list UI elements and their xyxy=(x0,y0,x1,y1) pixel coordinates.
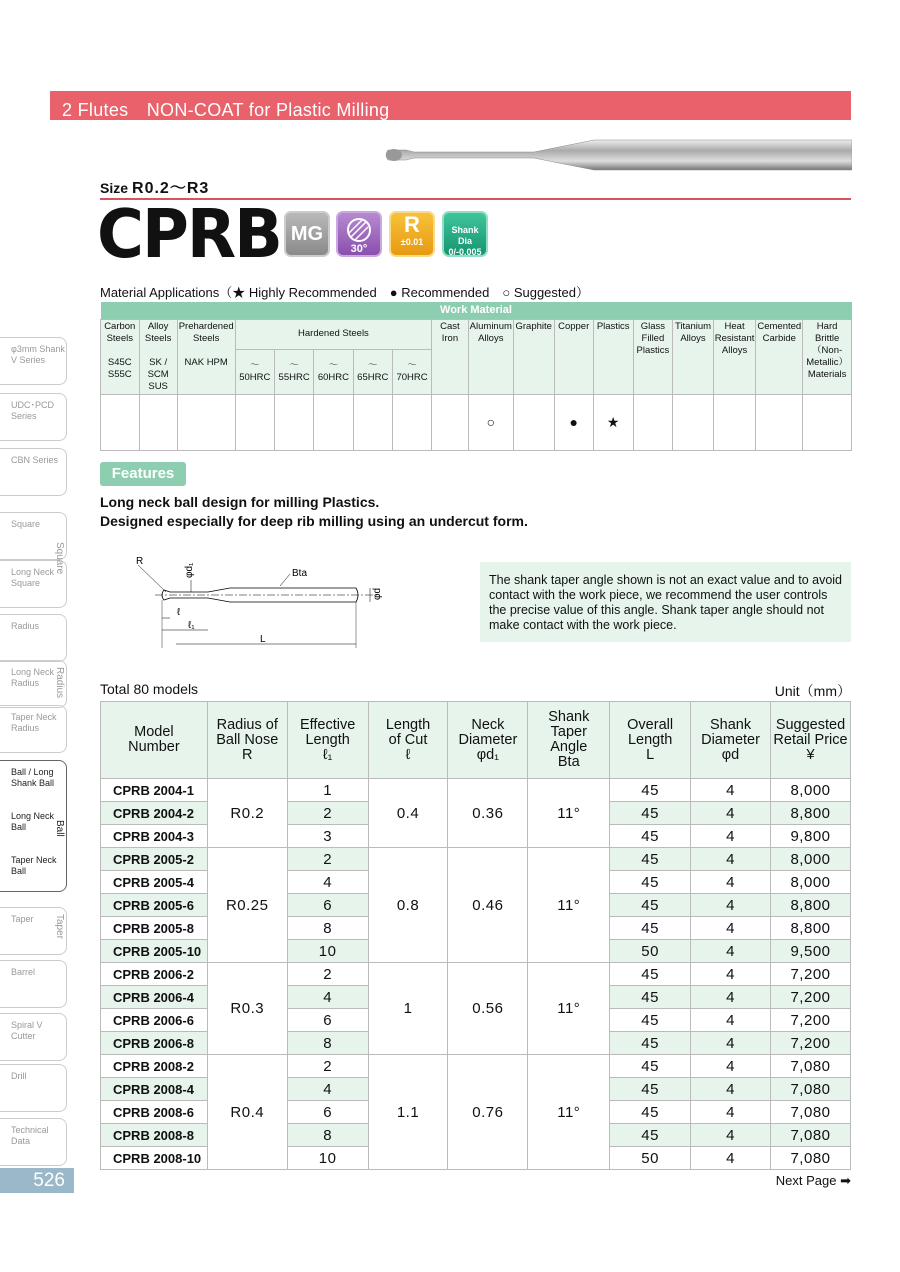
ball-radius: R0.25 xyxy=(207,848,287,963)
header-line: Effective xyxy=(299,716,356,733)
header-line: R xyxy=(241,746,253,763)
page-number: 526 xyxy=(0,1168,74,1193)
header-radius xyxy=(207,702,287,779)
banner-title: 2 Flutes NON-COAT for Plastic Milling xyxy=(62,100,390,120)
model-number: CPRB 2008-10 xyxy=(101,1147,208,1170)
header-taper xyxy=(528,702,610,779)
shank-diameter: 4 xyxy=(691,848,771,871)
side-tab[interactable]: Barrel xyxy=(0,960,67,1008)
header-line: Overall xyxy=(627,716,674,733)
header-line: Diameter xyxy=(701,731,760,748)
table-row xyxy=(101,963,851,986)
overall-length: 45 xyxy=(610,848,691,871)
table-row xyxy=(101,848,851,871)
retail-price: 7,080 xyxy=(770,1055,850,1078)
retail-price: 8,000 xyxy=(770,848,850,871)
header-line: ℓ xyxy=(405,746,411,763)
plastics-mark: ★ xyxy=(593,394,633,450)
side-tab[interactable]: Square xyxy=(0,512,67,560)
retail-price: 8,800 xyxy=(770,894,850,917)
shank-taper-angle: 11° xyxy=(528,1055,610,1170)
header-line: Bta xyxy=(557,754,580,770)
effective-length: 6 xyxy=(287,894,368,917)
effective-length: 4 xyxy=(287,871,368,894)
shank-diameter: 4 xyxy=(691,940,771,963)
shank-diameter: 4 xyxy=(691,871,771,894)
length-of-cut: 0.8 xyxy=(368,848,448,963)
model-table xyxy=(100,701,851,1170)
side-tab[interactable]: Spiral V Cutter xyxy=(0,1013,67,1061)
overall-length: 45 xyxy=(610,1032,691,1055)
copper-mark: ● xyxy=(554,394,593,450)
tool-dimension-diagram xyxy=(130,550,390,650)
shank-diameter: 4 xyxy=(691,917,771,940)
side-vertical-square: Square xyxy=(54,542,65,575)
shank-taper-angle: 11° xyxy=(528,779,610,848)
header-line: Radius of xyxy=(216,716,278,733)
header-line: Neck xyxy=(471,716,505,733)
overall-length: 45 xyxy=(610,1055,691,1078)
side-tab[interactable]: UDC･PCD Series xyxy=(0,393,67,441)
svg-text:L: L xyxy=(260,634,266,645)
length-of-cut: 1.1 xyxy=(368,1055,448,1170)
svg-text:ℓ₁: ℓ₁ xyxy=(188,620,195,631)
header-line: Length xyxy=(385,716,431,733)
size-range: Size R0.2～R3 xyxy=(100,180,210,197)
shank-diameter: 4 xyxy=(691,1101,771,1124)
retail-price: 7,080 xyxy=(770,1101,850,1124)
shank-taper-angle: 11° xyxy=(528,963,610,1055)
shank-diameter: 4 xyxy=(691,1147,771,1170)
model-number: CPRB 2006-2 xyxy=(101,963,208,986)
shank-diameter: 4 xyxy=(691,1055,771,1078)
side-tab[interactable]: φ3mm Shank V Series xyxy=(0,337,67,385)
header-line: Suggested xyxy=(775,716,846,733)
shank-dia-badge: Shank Dia 0/-0.005 xyxy=(442,211,488,257)
ball-radius: R0.2 xyxy=(207,779,287,848)
side-tab[interactable]: CBN Series xyxy=(0,448,67,496)
model-number: CPRB 2005-4 xyxy=(101,871,208,894)
table-row xyxy=(101,1055,851,1078)
overall-length: 45 xyxy=(610,871,691,894)
header-neck xyxy=(448,702,528,779)
header-line: ¥ xyxy=(806,746,815,763)
shank-diameter: 4 xyxy=(691,1124,771,1147)
header-eff xyxy=(287,702,368,779)
header-line: Ball Nose xyxy=(216,731,279,748)
header-overall xyxy=(610,702,691,779)
ball-radius: R0.4 xyxy=(207,1055,287,1170)
shank-diameter: 4 xyxy=(691,825,771,848)
overall-length: 45 xyxy=(610,963,691,986)
shank-taper-angle: 11° xyxy=(528,848,610,963)
side-tab-label: Ball / Long Shank Ball xyxy=(11,767,55,788)
model-number: CPRB 2005-2 xyxy=(101,848,208,871)
side-tab[interactable]: Technical Data xyxy=(0,1118,67,1166)
retail-price: 7,080 xyxy=(770,1078,850,1101)
shank-diameter: 4 xyxy=(691,894,771,917)
overall-length: 45 xyxy=(610,917,691,940)
length-of-cut: 1 xyxy=(368,963,448,1055)
shank-diameter: 4 xyxy=(691,1032,771,1055)
header-line: Number xyxy=(128,739,180,755)
neck-diameter: 0.76 xyxy=(448,1055,528,1170)
retail-price: 7,200 xyxy=(770,986,850,1009)
model-number: CPRB 2006-6 xyxy=(101,1009,208,1032)
overall-length: 45 xyxy=(610,825,691,848)
model-number: CPRB 2004-3 xyxy=(101,825,208,848)
effective-length: 4 xyxy=(287,1078,368,1101)
header-model xyxy=(101,702,208,779)
effective-length: 8 xyxy=(287,917,368,940)
svg-text:R: R xyxy=(136,556,144,567)
shank-taper-note: The shank taper angle shown is not an exact value and to avoid contact with the work piece, we recommend the user controls the precise value of this angle. Shank taper angle should not make contact with the work piece. xyxy=(480,562,851,642)
model-number: CPRB 2006-8 xyxy=(101,1032,208,1055)
overall-length: 45 xyxy=(610,1124,691,1147)
svg-text:φd: φd xyxy=(372,587,383,600)
header-line: φd₁ xyxy=(476,746,500,763)
table-row xyxy=(101,779,851,802)
shank-diameter: 4 xyxy=(691,802,771,825)
retail-price: 7,080 xyxy=(770,1124,850,1147)
model-number: CPRB 2008-6 xyxy=(101,1101,208,1124)
mg-badge: MG xyxy=(284,211,330,257)
header-line: φd xyxy=(721,746,740,763)
work-material-header: Work Material xyxy=(101,302,852,319)
svg-text:ℓ: ℓ xyxy=(177,607,181,618)
header-line: Retail Price xyxy=(773,731,848,748)
features-label: Features xyxy=(100,462,186,486)
effective-length: 8 xyxy=(287,1032,368,1055)
next-page-link[interactable]: Next Page ➡ xyxy=(775,1173,851,1188)
retail-price: 7,200 xyxy=(770,1009,850,1032)
header-line: Shank xyxy=(709,716,752,733)
overall-length: 45 xyxy=(610,1101,691,1124)
model-number: CPRB 2005-10 xyxy=(101,940,208,963)
header-line: L xyxy=(646,746,655,763)
shank-diameter: 4 xyxy=(691,1009,771,1032)
svg-text:30°: 30° xyxy=(350,243,368,255)
neck-diameter: 0.46 xyxy=(448,848,528,963)
header-line: Angle xyxy=(550,739,588,755)
header-line: Shank Taper xyxy=(548,709,590,740)
model-number: CPRB 2004-2 xyxy=(101,802,208,825)
retail-price: 8,800 xyxy=(770,917,850,940)
side-tab[interactable]: Long Neck Radius xyxy=(0,660,67,708)
side-vertical-taper: Taper xyxy=(54,914,65,940)
neck-diameter: 0.36 xyxy=(448,779,528,848)
effective-length: 2 xyxy=(287,848,368,871)
retail-price: 7,200 xyxy=(770,1032,850,1055)
effective-length: 6 xyxy=(287,1101,368,1124)
effective-length: 2 xyxy=(287,1055,368,1078)
shank-diameter: 4 xyxy=(691,779,771,802)
model-number: CPRB 2008-4 xyxy=(101,1078,208,1101)
effective-length: 4 xyxy=(287,986,368,1009)
overall-length: 45 xyxy=(610,894,691,917)
retail-price: 7,080 xyxy=(770,1147,850,1170)
effective-length: 10 xyxy=(287,1147,368,1170)
overall-length: 45 xyxy=(610,986,691,1009)
ball-radius: R0.3 xyxy=(207,963,287,1055)
model-number: CPRB 2004-1 xyxy=(101,779,208,802)
header-loc xyxy=(368,702,448,779)
model-number: CPRB 2008-8 xyxy=(101,1124,208,1147)
effective-length: 1 xyxy=(287,779,368,802)
header-shank xyxy=(691,702,771,779)
overall-length: 45 xyxy=(610,779,691,802)
side-tab-label[interactable]: Taper Neck Ball xyxy=(11,855,57,876)
retail-price: 9,800 xyxy=(770,825,850,848)
svg-text:φd₁: φd₁ xyxy=(184,562,195,578)
side-tab[interactable]: Radius xyxy=(0,614,67,662)
side-tab[interactable]: Drill xyxy=(0,1064,67,1112)
aluminum-mark: ○ xyxy=(468,394,513,450)
overall-length: 45 xyxy=(610,1078,691,1101)
end-mill-image xyxy=(384,138,852,172)
hatched-circle-icon xyxy=(338,213,380,255)
header-line: of Cut xyxy=(388,731,428,748)
header-line: Length xyxy=(627,731,673,748)
effective-length: 6 xyxy=(287,1009,368,1032)
shank-diameter: 4 xyxy=(691,1078,771,1101)
side-tab[interactable]: Long Neck Square xyxy=(0,560,67,608)
length-of-cut: 0.4 xyxy=(368,779,448,848)
side-tab[interactable]: Taper xyxy=(0,907,67,955)
model-number: CPRB 2008-2 xyxy=(101,1055,208,1078)
overall-length: 45 xyxy=(610,1009,691,1032)
helix-angle-badge xyxy=(336,211,382,257)
total-models: Total 80 models xyxy=(100,681,199,697)
retail-price: 8,800 xyxy=(770,802,850,825)
features-description: Long neck ball design for milling Plastics. Designed especially for deep rib milling using an undercut form. xyxy=(100,494,528,529)
unit-label: Unit（mm） xyxy=(774,683,851,699)
model-number: CPRB 2006-4 xyxy=(101,986,208,1009)
neck-diameter: 0.56 xyxy=(448,963,528,1055)
side-vertical-radius: Radius xyxy=(54,667,65,699)
effective-length: 8 xyxy=(287,1124,368,1147)
radius-tolerance-badge: R ±0.01 xyxy=(389,211,435,257)
shank-diameter: 4 xyxy=(691,963,771,986)
effective-length: 2 xyxy=(287,802,368,825)
effective-length: 2 xyxy=(287,963,368,986)
overall-length: 50 xyxy=(610,940,691,963)
work-material-table: Work Material Carbon Steels S45C S55C Alloy Steels SK / SCM SUS Prehardened Steels NAK HPM Hardened Steels Cast Iron Aluminum Alloys Graphite Copper Plastics Glass Filled Plastics Titanium Alloys Heat Resistant Alloys Cemented Carbide Hard Brittle（Non-Metallic）Materials ～50HRC ～55HRC ～60HRC ～65HRC ～70HRC ○ ● ★ xyxy=(100,302,852,451)
material-legend: Material Applications（★ Highly Recommended ● Recommended ○ Suggested） xyxy=(100,285,589,300)
effective-length: 10 xyxy=(287,940,368,963)
retail-price: 8,000 xyxy=(770,871,850,894)
header-price xyxy=(770,702,850,779)
side-tab[interactable]: Taper Neck Radius xyxy=(0,705,67,753)
header-line: Length xyxy=(305,731,350,748)
side-vertical-ball: Ball xyxy=(54,820,65,837)
product-title: CPRB xyxy=(97,196,281,274)
header-line: Model xyxy=(134,724,174,740)
effective-length: 3 xyxy=(287,825,368,848)
header-line: Diameter xyxy=(458,731,518,748)
model-number: CPRB 2005-8 xyxy=(101,917,208,940)
section-banner xyxy=(50,91,851,120)
header-line: ℓ₁ xyxy=(322,746,333,763)
svg-text:Bta: Bta xyxy=(292,568,308,579)
overall-length: 50 xyxy=(610,1147,691,1170)
shank-diameter: 4 xyxy=(691,986,771,1009)
retail-price: 7,200 xyxy=(770,963,850,986)
retail-price: 8,000 xyxy=(770,779,850,802)
retail-price: 9,500 xyxy=(770,940,850,963)
overall-length: 45 xyxy=(610,802,691,825)
side-tab-label[interactable]: Long Neck Ball xyxy=(11,811,55,832)
model-number: CPRB 2005-6 xyxy=(101,894,208,917)
